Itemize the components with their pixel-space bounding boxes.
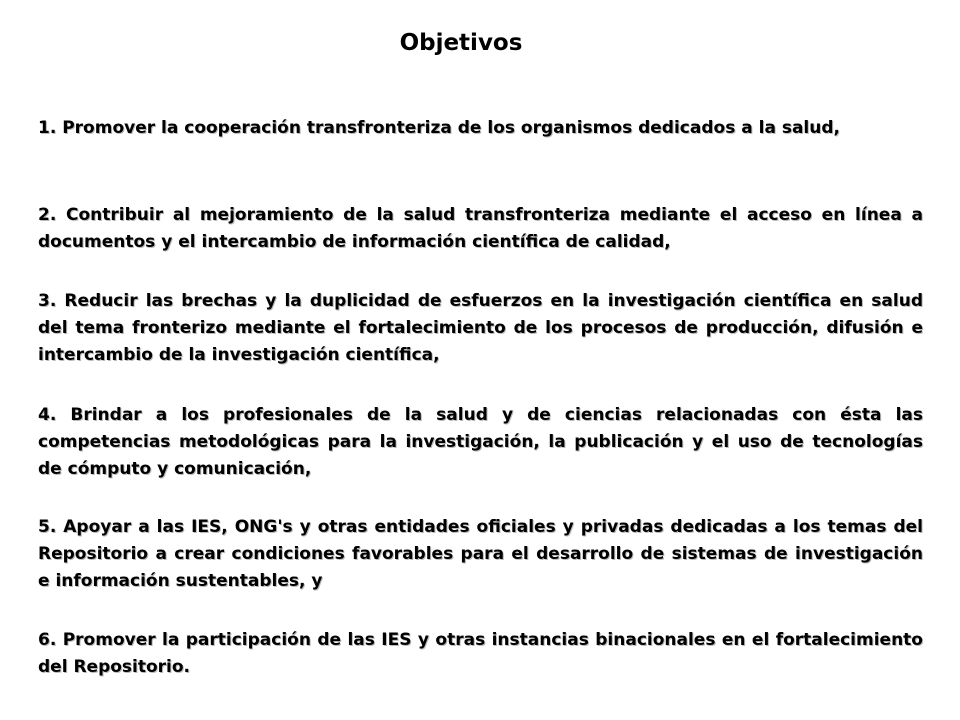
objective-item-1: 1. Promover la cooperación transfronteriza de los organismos dedicados a la salud, [38,118,840,138]
objective-item-3: 3. Reducir las brechas y la duplicidad de esfuerzos en la investigación científica en salud del tema fronterizo mediante el fortalecimiento de los procesos de producción, difusión e intercambio de la investigación científica, [38,291,923,365]
objective-item-5: 5. Apoyar a las IES, ONG's y otras entidades oficiales y privadas dedicadas a los temas del Repositorio a crear condiciones favorables para el desarrollo de sistemas de investigación e información sustentables, y [38,517,923,591]
objective-item-4: 4. Brindar a los profesionales de la salud y de ciencias relacionadas con ésta las competencias metodológicas para la investigación, la publicación y el uso de tecnologías de cómputo y comunicación, [38,405,923,479]
objective-item-6: 6. Promover la participación de las IES y otras instancias binacionales en el fortalecimiento del Repositorio. [38,630,923,677]
slide-title: Objetivos [399,30,523,56]
objective-item-2: 2. Contribuir al mejoramiento de la salud transfronteriza mediante el acceso en línea a documentos y el intercambio de información científica de calidad, [38,205,923,252]
